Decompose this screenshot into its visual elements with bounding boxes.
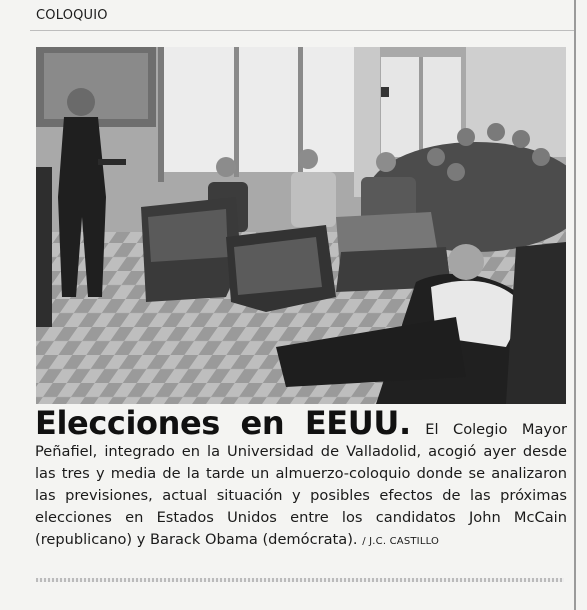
bottom-rule xyxy=(36,578,564,582)
news-photo xyxy=(36,47,566,404)
photo-caption xyxy=(35,404,568,553)
photo-credit: / J.C. CASTILLO xyxy=(362,536,440,547)
column-rule xyxy=(574,0,576,610)
caption-body: El Colegio Mayor Peñafiel, integrado en la Universidad de Valladolid, acogió ayer desde las tres y media de la tarde un almuerzo-coloquio donde se analizaron las previsiones, actual situación y posibles efectos de las próximas elecciones en Estados Unidos entre los candidatos John McCain (republicano) y Barack Obama (demócrata). xyxy=(35,421,568,548)
section-label: COLOQUIO xyxy=(36,8,108,23)
headline: Elecciones en EEUU. xyxy=(35,404,411,442)
top-rule xyxy=(30,30,575,31)
